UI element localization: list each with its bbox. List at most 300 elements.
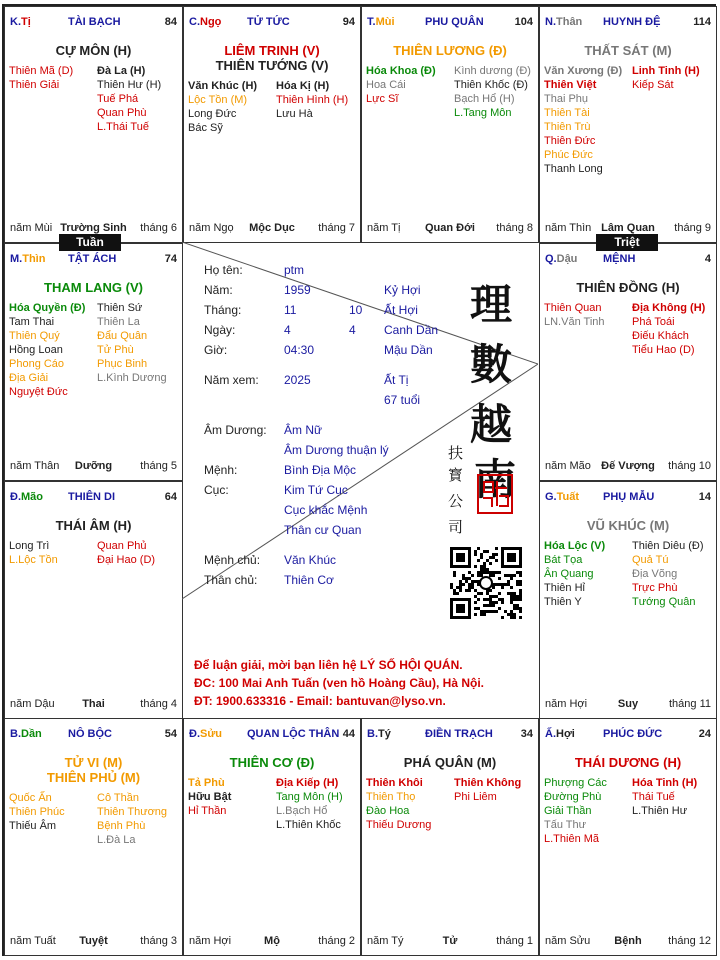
contact-line-3: ĐT: 1900.633316 - Email: bantuvan@lyso.vn. — [194, 694, 446, 708]
minor-star: Quả Tú — [632, 554, 669, 566]
major-star: THIÊN ĐỒNG (H) — [576, 280, 680, 295]
palace-header — [545, 728, 711, 742]
palace-role: TỬ TỨC — [247, 16, 290, 28]
branch-name: Dậu — [556, 253, 578, 265]
year-label: năm Thìn — [545, 222, 592, 234]
minor-stars-left — [188, 776, 231, 818]
life-stage: Bệnh — [614, 935, 642, 947]
palace-number: 104 — [514, 16, 533, 28]
branch-label — [545, 253, 577, 265]
minor-star: Tuế Phá — [97, 93, 139, 105]
branch-label — [10, 16, 31, 28]
hour-lunar: Mậu Dần — [384, 343, 433, 357]
palace-number: 44 — [342, 728, 355, 740]
branch-label — [189, 16, 221, 28]
menh-chu-label: Mệnh chủ: — [204, 553, 261, 567]
minor-star: Hoa Cái — [366, 79, 406, 91]
palace-role: PHÚC ĐỨC — [603, 728, 663, 740]
stem-label: Q. — [545, 253, 557, 265]
palace-number: 94 — [342, 16, 355, 28]
calligraphy-char-2: 數 — [470, 340, 513, 389]
month-label: tháng 3 — [140, 935, 177, 947]
minor-star: Thanh Long — [544, 163, 603, 175]
year-label: năm Mão — [545, 460, 591, 472]
minor-stars-left — [366, 64, 436, 106]
minor-star: L.Đà La — [97, 834, 136, 846]
minor-star: Hóa Khoa (Đ) — [366, 65, 436, 77]
minor-star: Hóa Quyền (Đ) — [9, 302, 86, 314]
minor-stars-left — [9, 301, 85, 399]
month-label: tháng 6 — [140, 222, 177, 234]
palace-ty — [361, 718, 539, 956]
minor-stars-left — [544, 301, 605, 329]
year-label: năm Dậu — [10, 698, 55, 710]
branch-label — [367, 16, 395, 28]
palace-tuat — [539, 481, 717, 719]
than-chu-label: Thân chủ: — [204, 573, 258, 587]
minor-stars-right — [632, 64, 700, 92]
minor-star: LN.Văn Tinh — [544, 316, 605, 328]
palace-role: MỆNH — [603, 253, 636, 265]
palace-suu — [183, 718, 361, 956]
cuc-label: Cục: — [204, 483, 229, 497]
minor-star: Địa Giải — [9, 372, 49, 384]
palace-header — [10, 491, 177, 505]
stem-label: N. — [545, 16, 556, 28]
day-lunar: Canh Dần — [384, 323, 439, 337]
branch-name: Tị — [21, 16, 31, 28]
minor-star: Thiên Quý — [9, 330, 60, 342]
branch-name: Dần — [21, 728, 42, 740]
branch-name: Mùi — [375, 16, 395, 28]
day-label: Ngày: — [204, 323, 236, 337]
branch-name: Sửu — [200, 728, 223, 740]
minor-star: Hồng Loan — [9, 344, 63, 356]
minor-star: Thiên Y — [544, 596, 582, 608]
minor-star: L.Tang Môn — [454, 107, 512, 119]
month-label: Tháng: — [204, 303, 242, 317]
major-star: TỬ VI (M) — [64, 755, 123, 770]
minor-star: Trực Phù — [632, 582, 678, 594]
year-label: năm Sửu — [545, 935, 591, 947]
palace-number: 34 — [520, 728, 533, 740]
palace-footer — [545, 698, 711, 712]
palace-header — [545, 491, 711, 505]
minor-star: Thiên Thọ — [366, 791, 416, 803]
view-year: 2025 — [284, 373, 311, 387]
year-label: năm Tuất — [10, 935, 56, 947]
month-label: tháng 5 — [140, 460, 177, 472]
palace-dan — [4, 718, 183, 956]
minor-star: Thiên Hư (H) — [97, 79, 162, 91]
hour-label: Giờ: — [204, 343, 228, 357]
stem-label: T. — [367, 16, 376, 28]
life-stage: Lâm Quan — [601, 222, 655, 234]
minor-star: Điếu Khách — [632, 330, 689, 342]
minor-star: Địa Võng — [632, 568, 678, 580]
menh-chu-value: Văn Khúc — [284, 553, 337, 567]
palace-role: PHỤ MẪU — [603, 491, 655, 503]
major-star: THIÊN TƯỚNG (V) — [215, 58, 329, 73]
branch-name: Tý — [378, 728, 391, 740]
minor-star: Ân Quang — [544, 568, 594, 580]
cuc-value: Kim Tứ Cục — [284, 483, 348, 497]
minor-star: Lưu Hà — [276, 108, 313, 120]
palace-role: PHU QUÂN — [425, 16, 484, 28]
minor-star: Cô Thần — [97, 792, 139, 804]
stem-label: Đ. — [189, 728, 200, 740]
red-seal-stamp — [477, 474, 513, 514]
month-label: tháng 1 — [496, 935, 533, 947]
minor-star: Tả Phù — [188, 777, 225, 789]
calligraphy-char-4: 南 — [474, 455, 517, 504]
branch-label — [10, 491, 43, 503]
major-star: THIÊN PHỦ (M) — [46, 770, 141, 785]
tuan-badge: Tuần — [59, 234, 121, 251]
palace-mui — [361, 6, 539, 243]
minor-stars-right — [97, 791, 167, 847]
minor-star: Tướng Quân — [632, 596, 696, 608]
year-label: năm Hợi — [545, 698, 588, 710]
than-cu: Thân cư Quan — [284, 523, 362, 537]
palace-footer — [367, 935, 533, 949]
palace-number: 4 — [704, 253, 711, 265]
minor-star: Văn Khúc (H) — [188, 80, 258, 92]
life-stage: Quan Đới — [425, 222, 475, 234]
minor-star: Thiếu Dương — [366, 819, 432, 831]
minor-stars-left — [544, 539, 605, 609]
cuc-note: Cục khắc Mệnh — [284, 503, 368, 517]
life-stage: Mộ — [264, 935, 280, 947]
palace-header — [545, 253, 711, 267]
minor-stars-right — [276, 79, 348, 121]
palace-hoi — [539, 718, 717, 956]
minor-star: Tam Thai — [9, 316, 55, 328]
minor-star: Phúc Đức — [544, 149, 593, 161]
palace-header — [367, 16, 533, 30]
minor-star: Long Trì — [9, 540, 50, 552]
minor-star: L.Kình Dương — [97, 372, 167, 384]
life-stage: Thai — [82, 698, 105, 710]
branch-label — [10, 728, 42, 740]
life-stage: Đế Vượng — [601, 460, 655, 472]
major-star: THAM LANG (V) — [44, 280, 143, 295]
palace-footer — [10, 698, 177, 712]
name-value: ptm — [284, 263, 305, 277]
minor-star: Thiên Mã (D) — [9, 65, 74, 77]
year-lunar: Kỷ Hợi — [384, 283, 421, 297]
palace-role: NÔ BỘC — [68, 728, 112, 740]
than-chu-value: Thiên Cơ — [284, 573, 334, 587]
major-star: VŨ KHÚC (M) — [586, 518, 670, 533]
branch-label — [10, 253, 45, 265]
small-char-1: 扶 — [448, 444, 464, 462]
minor-star: Thiên Khôi — [366, 777, 423, 789]
palace-header — [367, 728, 533, 742]
palace-header — [545, 16, 711, 30]
major-star: CỰ MÔN (H) — [55, 43, 132, 58]
branch-name: Tuất — [556, 491, 580, 503]
year-solar: 1959 — [284, 283, 311, 297]
minor-star: Thiên Đức — [544, 135, 596, 147]
minor-star: Thiên Hình (H) — [276, 94, 349, 106]
triet-badge: Triệt — [596, 234, 658, 251]
palace-mao — [4, 481, 183, 719]
minor-star: Bác Sỹ — [188, 122, 223, 134]
palace-number: 114 — [693, 16, 711, 28]
palace-ngo — [183, 6, 361, 243]
stem-label: M. — [10, 253, 23, 265]
palace-header — [10, 16, 177, 30]
minor-star: Nguyệt Đức — [9, 386, 68, 398]
minor-star: Thai Phụ — [544, 93, 589, 105]
palace-footer — [189, 935, 355, 949]
small-char-2: 寳 — [448, 466, 464, 484]
month-label: tháng 7 — [318, 222, 355, 234]
minor-stars-left — [544, 776, 607, 846]
hour-value: 04:30 — [284, 343, 315, 357]
major-star: THIÊN CƠ (Đ) — [229, 755, 315, 770]
palace-role: ĐIỀN TRẠCH — [425, 728, 493, 740]
minor-star: Long Đức — [188, 108, 237, 120]
life-stage: Trường Sinh — [60, 222, 127, 234]
minor-star: Địa Không (H) — [632, 302, 706, 314]
major-star: PHÁ QUÂN (M) — [403, 755, 497, 770]
palace-footer — [189, 222, 355, 236]
palace-footer — [545, 460, 711, 474]
palace-footer — [10, 460, 177, 474]
year-label: năm Hợi — [189, 935, 232, 947]
minor-star: Thiên Không — [454, 777, 522, 789]
minor-star: Đẩu Quân — [97, 330, 148, 342]
minor-stars-left — [366, 776, 431, 832]
minor-star: Quan Phù — [97, 107, 147, 119]
minor-star: Hỉ Thần — [188, 805, 227, 817]
palace-number: 74 — [164, 253, 177, 265]
year-label: năm Ngọ — [189, 222, 234, 234]
minor-star: Bát Tọa — [544, 554, 583, 566]
life-stage: Suy — [617, 698, 639, 710]
day-solar: 4 — [284, 323, 291, 337]
minor-star: Phong Cáo — [9, 358, 65, 370]
minor-star: Thiếu Âm — [9, 820, 57, 832]
life-stage: Tử — [442, 935, 458, 947]
branch-label — [545, 728, 575, 740]
minor-star: Thiên Thương — [97, 806, 168, 818]
year-label: năm Tý — [367, 935, 404, 947]
branch-name: Hợi — [556, 728, 575, 740]
stem-label: B. — [10, 728, 21, 740]
am-duong-note: Âm Dương thuận lý — [284, 443, 389, 457]
minor-star: Thiên Việt — [544, 79, 597, 91]
minor-star: Tấu Thư — [544, 819, 587, 831]
palace-thin — [4, 243, 183, 481]
minor-stars-right — [97, 301, 167, 385]
stem-label: Ấ. — [545, 728, 556, 740]
minor-star: Hữu Bật — [188, 791, 232, 803]
month-label: tháng 4 — [140, 698, 177, 710]
minor-star: Địa Kiếp (H) — [276, 777, 339, 789]
view-year-lunar: Ất Tị — [384, 373, 409, 387]
minor-star: Kình dương (Đ) — [454, 65, 531, 77]
palace-number: 24 — [698, 728, 711, 740]
am-duong-label: Âm Dương: — [204, 423, 267, 437]
palace-header — [10, 728, 177, 742]
minor-star: Thiên Phúc — [9, 806, 65, 818]
palace-footer — [545, 935, 711, 949]
palace-number: 84 — [164, 16, 177, 28]
palace-header — [189, 16, 355, 30]
palace-number: 54 — [164, 728, 177, 740]
small-char-3: 公 — [448, 492, 464, 510]
age: 67 tuổi — [384, 393, 421, 407]
month-label: tháng 9 — [674, 222, 711, 234]
major-star: THÁI DƯƠNG (H) — [574, 755, 682, 770]
year-label: Năm: — [204, 283, 233, 297]
month-label: tháng 2 — [318, 935, 355, 947]
year-label: năm Mùi — [10, 222, 53, 234]
major-star: LIÊM TRINH (V) — [224, 43, 320, 58]
minor-star: Thiên Trù — [544, 121, 591, 133]
minor-star: Hóa Kị (H) — [276, 80, 330, 92]
month-label: tháng 12 — [668, 935, 711, 947]
minor-star: Tử Phù — [97, 344, 134, 356]
palace-footer — [10, 935, 177, 949]
minor-stars-left — [9, 539, 58, 567]
minor-star: Thiên Tài — [544, 107, 590, 119]
major-star: THIÊN LƯƠNG (Đ) — [393, 43, 507, 58]
minor-stars-right — [632, 776, 697, 818]
branch-name: Mão — [21, 491, 43, 503]
minor-star: Phượng Các — [544, 777, 607, 789]
minor-stars-right — [97, 64, 161, 134]
palace-role: HUYNH ĐỆ — [603, 16, 661, 28]
minor-stars-right — [97, 539, 155, 567]
palace-role: THIÊN DI — [68, 491, 116, 503]
year-label: năm Tị — [367, 222, 401, 234]
minor-star: Đường Phù — [544, 791, 602, 803]
menh-label: Mệnh: — [204, 463, 238, 477]
palace-than — [539, 6, 717, 243]
branch-label — [545, 491, 579, 503]
palace-header — [189, 728, 355, 742]
calligraphy-char-1: 理 — [470, 280, 513, 329]
contact-line-1: Để luận giải, mời bạn liên hệ LÝ SỐ HỘI QUÁN. — [194, 658, 463, 672]
month-label: tháng 10 — [668, 460, 711, 472]
stem-label: Đ. — [10, 491, 21, 503]
year-label: năm Thân — [10, 460, 60, 472]
life-stage: Tuyệt — [79, 935, 108, 947]
minor-star: Bạch Hổ (H) — [454, 93, 515, 105]
palace-number: 64 — [164, 491, 177, 503]
month-label: tháng 11 — [668, 698, 711, 710]
minor-star: Giải Thần — [544, 805, 592, 817]
minor-star: Bệnh Phù — [97, 820, 146, 832]
qr-code — [450, 547, 522, 619]
minor-star: Thiên Khốc (Đ) — [454, 79, 528, 91]
branch-name: Thìn — [22, 253, 46, 265]
minor-stars-right — [276, 776, 343, 832]
palace-ti — [4, 6, 183, 243]
contact-line-2: ĐC: 100 Mai Anh Tuấn (ven hồ Hoàng Cầu), Hà Nội. — [194, 676, 485, 690]
month-label: tháng 8 — [496, 222, 533, 234]
minor-stars-right — [632, 539, 704, 609]
life-stage: Mộc Dục — [249, 222, 295, 234]
minor-star: Đào Hoa — [366, 805, 410, 817]
minor-stars-left — [9, 791, 65, 833]
major-star: THÁI ÂM (H) — [55, 518, 132, 533]
minor-star: Thiên Diêu (Đ) — [632, 540, 704, 552]
small-char-4: 司 — [448, 518, 464, 536]
palace-dau — [539, 243, 717, 481]
view-year-label: Năm xem: — [204, 373, 259, 387]
minor-star: Hóa Lộc (V) — [544, 540, 606, 552]
minor-star: Lộc Tồn (M) — [188, 94, 248, 106]
center-info-panel — [182, 242, 538, 718]
name-label: Họ tên: — [204, 263, 243, 277]
branch-name: Ngọ — [200, 16, 222, 28]
minor-star: Hóa Tinh (H) — [632, 777, 698, 789]
palace-role: TẬT ÁCH — [68, 253, 117, 265]
branch-label — [189, 728, 222, 740]
minor-stars-right — [632, 301, 705, 357]
minor-star: L.Thiên Khốc — [276, 819, 341, 831]
minor-star: Văn Xương (Đ) — [544, 65, 623, 77]
minor-star: Tang Môn (H) — [276, 791, 343, 803]
stem-label: B. — [367, 728, 378, 740]
minor-star: L.Thiên Hư — [632, 805, 688, 817]
minor-star: Kiếp Sát — [632, 79, 674, 91]
minor-stars-left — [544, 64, 622, 176]
minor-star: Thiên Quan — [544, 302, 602, 314]
minor-star: Đà La (H) — [97, 65, 146, 77]
minor-star: Đại Hao (D) — [97, 554, 156, 566]
palace-number: 14 — [698, 491, 711, 503]
minor-star: Quốc Ấn — [9, 792, 52, 804]
branch-label — [367, 728, 391, 740]
minor-star: Quan Phủ — [97, 540, 147, 552]
month-lunar-number: 10 — [349, 303, 363, 317]
minor-star: L.Thái Tuế — [97, 121, 149, 133]
minor-star: L.Lộc Tồn — [9, 554, 58, 566]
major-star: THẤT SÁT (M) — [584, 43, 672, 58]
palace-header — [10, 253, 177, 267]
menh-value: Bình Địa Mộc — [284, 463, 357, 477]
stem-label: C. — [189, 16, 200, 28]
minor-star: Tiểu Hao (D) — [632, 344, 695, 356]
palace-role: QUAN LỘC THÂN — [247, 728, 340, 740]
minor-star: Lực Sĩ — [366, 93, 399, 105]
minor-star: Phục Binh — [97, 358, 148, 370]
stem-label: K. — [10, 16, 21, 28]
day-lunar-number: 4 — [349, 323, 356, 337]
minor-star: Thiên Hỉ — [544, 582, 585, 594]
minor-star: Phá Toái — [632, 316, 675, 328]
minor-stars-right — [454, 776, 521, 804]
branch-label — [545, 16, 582, 28]
calligraphy-char-3: 越 — [470, 400, 513, 449]
minor-star: Thái Tuế — [632, 791, 675, 803]
minor-star: Thiên Sứ — [97, 302, 143, 314]
minor-stars-left — [188, 79, 257, 135]
minor-star: Thiên La — [97, 316, 140, 328]
minor-star: Linh Tinh (H) — [632, 65, 700, 77]
month-lunar: Ất Hợi — [384, 303, 418, 317]
minor-star: L.Bạch Hổ — [276, 805, 328, 817]
minor-stars-right — [454, 64, 531, 120]
stem-label: G. — [545, 491, 557, 503]
minor-stars-left — [9, 64, 73, 92]
